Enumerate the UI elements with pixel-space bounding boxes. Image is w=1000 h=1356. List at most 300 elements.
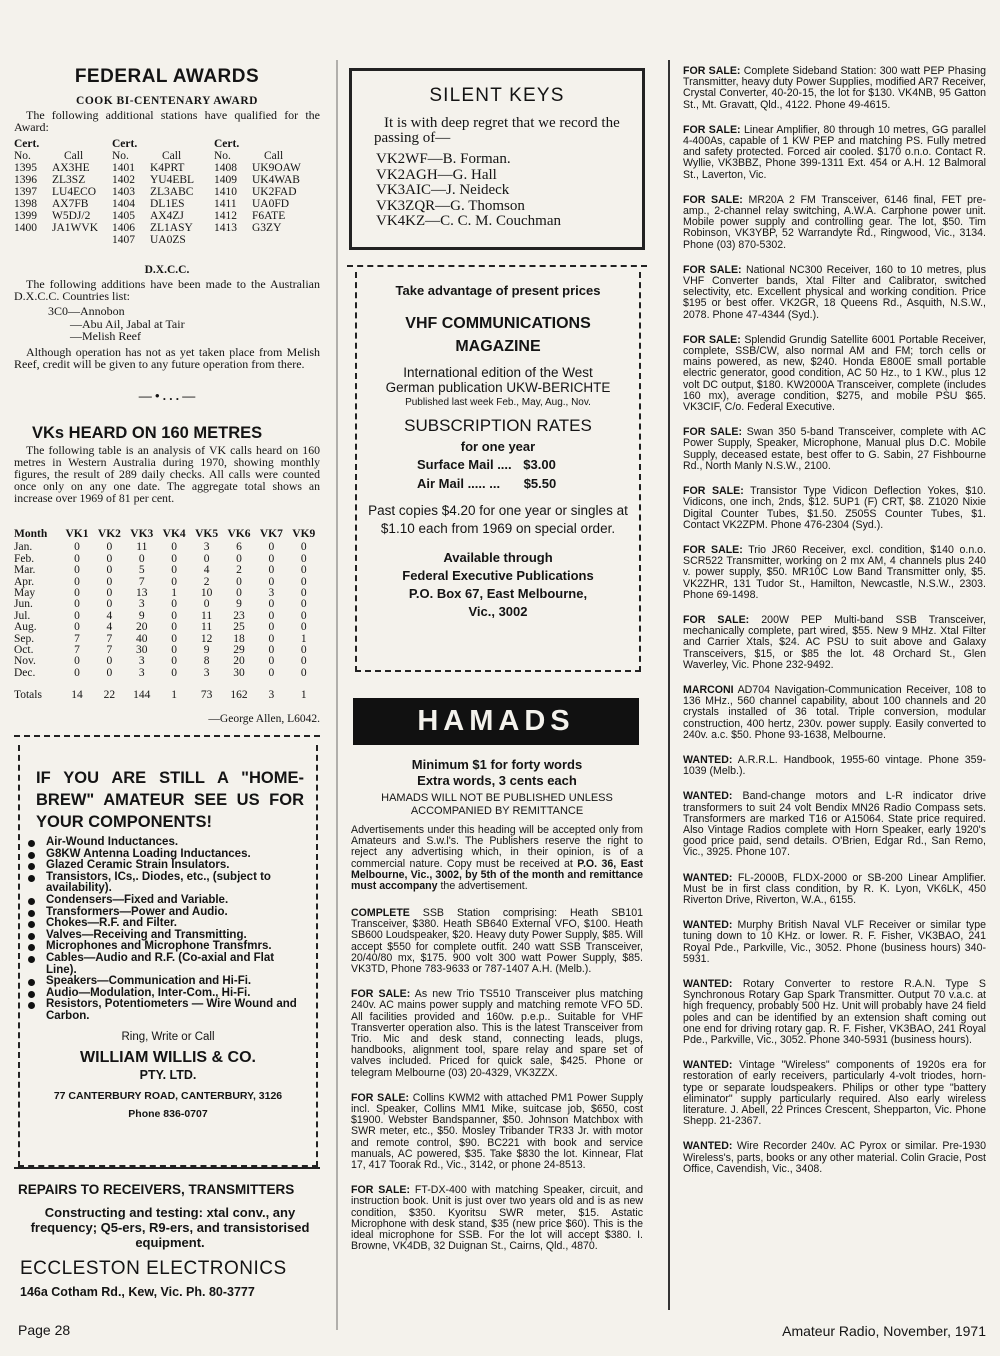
vk-count: 0: [74, 575, 80, 588]
vk-count: 29: [233, 644, 245, 657]
cert-number: [14, 234, 52, 246]
vk-count: 11: [201, 621, 213, 634]
table-row: [14, 656, 320, 667]
vk-total: 14: [71, 689, 83, 702]
ad-text: As new Trio TS510 Transceiver plus matching 240v. AC mains power supply and matching remote VFO 5D. All facilities provided and 160w. p.e.p.. Suitable for VHF Transverter operation also. This is the latest Transceiver from Trio. Mic and desk stand, connecting leads, plugs, handbooks, alignment tool, spare relay and spare set of valves included. Priced for quick sale, $425. Phone or telegram Melbourne (03) 20-4329, VK3ZZX.: [351, 988, 643, 1079]
hamads-body-a: Advertisements under this heading will be accepted only from Amateurs and S.w.l's. The Publishers reserve the right to reject any advertising which, in their opinion, is of a commercial nature. Copy must be received at: [351, 824, 643, 870]
vk-count: 0: [203, 598, 210, 611]
cert-number: 1401: [112, 162, 135, 174]
vhf-air-label: Air Mail ..... ...: [417, 476, 501, 491]
table-row: [14, 565, 320, 576]
vk-count: 7: [74, 632, 80, 645]
classified-ad: [683, 427, 986, 472]
dxcc-intro: The following additions have been made to the Australian D.X.C.C. Countries list:: [14, 277, 320, 303]
cert-number: 1412: [214, 210, 237, 222]
vhf-title-2: MAGAZINE: [455, 338, 541, 355]
vk-count: 0: [268, 552, 275, 565]
homebrew-company: WILLIAM WILLIS & CO.: [80, 1048, 256, 1066]
cert-number: 1407: [112, 234, 135, 246]
homebrew-item: Transformers—Power and Audio.: [24, 907, 306, 919]
dxcc-item: 3C0—Annobon: [48, 304, 125, 318]
vk-count: 25: [233, 621, 245, 634]
vk-month: Jun.: [14, 598, 33, 611]
dxcc-item: —Abu Ail, Jabal at Tair: [70, 316, 185, 331]
vk-count: 0: [300, 541, 307, 554]
vk-total: 73: [200, 689, 213, 702]
hamads-body-b: P.O. 36, East Melbourne, Vic., 3002, by 5th of the month and remittance must accompany: [351, 857, 643, 893]
classified-ad: [683, 920, 986, 965]
ad-lead: WANTED:: [683, 978, 733, 990]
call-header: Call: [264, 150, 284, 162]
hamads-min-1: Minimum $1 for forty words: [411, 757, 583, 772]
table-row: [14, 588, 320, 599]
cert-number: 1402: [112, 174, 135, 186]
repairs-title: REPAIRS TO RECEIVERS, TRANSMITTERS: [18, 1182, 295, 1197]
ad-text: Transistor Type Vidicon Deflection Yokes, $10. Vidicons, one inch, 2nds, $12. 5UP1 (F) CRT, $8. Z1020 Nixie Digital Counter Tubes, $1.50. Z505S Counter Tubes, $1. Contact VK2ZPM. Phone 476-2304 (Syd.).: [683, 485, 986, 531]
homebrew-top-border: [14, 735, 320, 737]
vk-count: 0: [74, 598, 80, 611]
vk-count: 7: [138, 575, 145, 588]
section-separator: — • . . . —: [138, 388, 196, 403]
cert-number: 1400: [14, 222, 37, 234]
vk-count: 0: [203, 552, 210, 565]
vhf-for-one-year: for one year: [460, 439, 536, 454]
ad-text: SSB Station comprising: Heath SB101 Transceiver, $380. Heath SB640 External VFO, $100. Heath SB600 Loudspeaker, $20. Heavy duty Power Supply, $85. Will accept $550 for complete outfit. 240 watt SSB Transceiver, 20/40/80 mx, $175. 900 volt 300 watt Power Supply, $85. VK3TD, Phone 783-9633 or 787-1407 A.H. (Melb.).: [351, 907, 643, 976]
hamads-banner: [353, 698, 639, 745]
vk-count: 0: [300, 666, 307, 679]
table-row: [14, 622, 320, 633]
table-row: [14, 611, 320, 622]
cert-number: 1408: [214, 162, 237, 174]
vk-count: 0: [171, 666, 178, 679]
ad-lead: FOR SALE:: [683, 123, 741, 136]
vk-count: 0: [106, 564, 113, 577]
homebrew-item: Transistors, ICs,. Diodes, etc., (subject to availability).: [24, 872, 306, 895]
ad-text: MR20A 2 FM Transceiver, 6146 final, FET pre-amp., 2-channel relay switching, A.W.A. Carphone power unit. Mobile power supply and controlling gear. The lot, $50. Tim Robinson, VK3YBP, 52 Warrandyte Rd., Ringwood, Vic., 3134. Phone (03) 870-5302.: [683, 193, 987, 251]
vk-month: Jan.: [14, 541, 33, 554]
vk-month: Dec.: [14, 666, 36, 679]
vk-count: 0: [268, 575, 275, 588]
column-rule-right: [668, 60, 670, 1310]
vk-count: 0: [268, 598, 275, 611]
vk-count: 1: [171, 587, 178, 600]
vk-count: 40: [136, 632, 148, 645]
classified-ad: [683, 335, 986, 413]
repairs-body: Constructing and testing: xtal conv., any frequency; Q5-ers, R9-ers, and transistorised equipment.: [30, 1205, 310, 1250]
classified-ad: [351, 1093, 643, 1171]
hamads-body-c: the advertisement.: [437, 880, 528, 893]
vk-month: Sep.: [14, 632, 35, 645]
ad-lead: FOR SALE:: [683, 193, 743, 206]
cert-call: UA0ZS: [150, 234, 186, 246]
vk-header: VK1: [65, 528, 89, 540]
ad-lead: FOR SALE:: [683, 426, 742, 439]
vk-count: 4: [106, 609, 113, 622]
vk-month: Apr.: [14, 575, 35, 588]
cert-number: 1396: [14, 174, 37, 186]
ad-text: FL-2000B, FLDX-2000 or SB-200 Linear Amplifier. Must be in first class condition, by R. K. Lyon, VK6LK, 450 Riverton Drive, Riverton, W.A., 6155.: [683, 871, 986, 906]
cert-call: UK4WAB: [252, 174, 300, 186]
hamads-body: [351, 825, 643, 892]
table-row: [14, 599, 320, 610]
cert-call: ZL3ABC: [150, 186, 194, 198]
vhf-fed: Federal Executive Publications: [402, 568, 594, 583]
vk-count: 11: [201, 609, 213, 622]
vk-count: 0: [106, 666, 113, 679]
no-header: No.: [14, 150, 31, 162]
vk-count: 7: [106, 644, 113, 657]
vk-count: 0: [74, 552, 80, 565]
ad-lead: FOR SALE:: [351, 1091, 409, 1104]
classified-ad: [351, 908, 643, 975]
vk-count: 0: [171, 655, 178, 668]
cert-call: UA0FD: [252, 198, 290, 210]
vk-count: 0: [236, 552, 242, 565]
cert-header: Cert.: [214, 138, 240, 150]
vk-count: 2: [236, 564, 242, 577]
ad-lead: FOR SALE:: [351, 988, 411, 1001]
classified-ad: [683, 486, 986, 531]
vks-heard-table: [14, 529, 320, 702]
cert-number: 1395: [14, 162, 37, 174]
vk-count: 0: [106, 541, 113, 554]
vk-header: Month: [14, 528, 48, 540]
vk-count: 0: [74, 564, 80, 577]
homebrew-item: Air-Wound Inductances.: [24, 837, 306, 849]
ad-lead: WANTED:: [683, 1140, 733, 1153]
vhf-surface-price: $3.00: [523, 457, 556, 472]
cert-call: K4PRT: [150, 162, 185, 174]
hamads-notice-1: HAMADS WILL NOT BE PUBLISHED UNLESS: [381, 792, 613, 804]
vk-count: 4: [106, 621, 113, 634]
homebrew-item: G8KW Antenna Loading Inductances.: [24, 849, 306, 861]
vhf-surface-label: Surface Mail ....: [417, 457, 512, 472]
vk-count: 0: [300, 587, 307, 600]
ad-text: AD704 Navigation-Communication Receiver, 108 to 136 MHz., 560 channel capability, about 100 channels and 20 crystals installed of 36 total. Triple conversion, modular construction, 400 hertz, 230v. power supply. Easily converted to 240v. a.c. $50. Phone 93-1638, Melbourne.: [683, 683, 986, 741]
vhf-top-border: [347, 265, 647, 267]
homebrew-item: Microphones and Microphone Transfmrs.: [24, 941, 306, 953]
classified-ad: [683, 125, 986, 181]
homebrew-items: [24, 837, 306, 1023]
cert-call: ZL3SZ: [52, 174, 86, 186]
classified-ad: [683, 755, 986, 777]
ad-lead: FOR SALE:: [683, 333, 741, 346]
vk-count: 30: [233, 666, 245, 679]
vk-count: 0: [171, 552, 178, 565]
cert-number: 1411: [214, 198, 237, 210]
ad-text: Complete Sideband Station: 300 watt PEP Phasing Transmitter, heavy duty Power Supplies, modified AR7 Receiver, Crystal Converter, 40-20-15, the lot for $130. VK4NB, 95 Gatton St., Mt. Gravatt, Qld., 4122. Phone 49-4615.: [683, 65, 986, 111]
totals-row: [14, 679, 320, 701]
silent-keys-intro: It is with deep regret that we record the passing of—: [374, 115, 620, 146]
vk-count: 11: [136, 541, 148, 554]
classified-ad: [683, 195, 986, 251]
homebrew-address: 77 CANTERBURY ROAD, CANTERBURY, 3126: [53, 1089, 283, 1102]
vk-count: 0: [74, 541, 80, 554]
classified-ad: [683, 545, 986, 601]
vk-count: 0: [171, 644, 178, 657]
vk-count: 20: [233, 655, 245, 668]
vk-count: 23: [233, 609, 245, 622]
vk-count: 0: [171, 609, 178, 622]
vks-signoff: —George Allen, L6042.: [208, 713, 320, 725]
vhf-po: P.O. Box 67, East Melbourne,: [408, 586, 588, 601]
vk-count: 0: [106, 552, 113, 565]
dxcc-list: [48, 305, 185, 343]
vk-header: VK9: [292, 528, 316, 540]
homebrew-item: Speakers—Communication and Hi-Fi.: [24, 976, 306, 988]
silent-key-name: VK4KZ—C. C. M. Couchman: [376, 213, 561, 230]
vhf-subscription-title: SUBSCRIPTION RATES: [404, 416, 592, 435]
cert-call: G3ZY: [252, 222, 282, 234]
table-row: [14, 645, 320, 656]
cert-number: 1413: [214, 222, 237, 234]
vk-header: VK7: [259, 528, 283, 540]
vk-count: 8: [203, 655, 210, 668]
vk-count: 3: [138, 666, 145, 679]
classified-ad: [683, 1060, 986, 1127]
vk-month: Nov.: [14, 655, 36, 668]
ad-lead: WANTED:: [683, 871, 733, 884]
homebrew-item: Glazed Ceramic Strain Insulators.: [24, 860, 306, 872]
homebrew-item: Cables—Audio and R.F. (Co-axial and Flat Line).: [24, 953, 306, 976]
table-row: [14, 668, 320, 679]
vk-count: 0: [236, 587, 242, 600]
cert-header: Cert.: [14, 138, 40, 150]
classified-ad: [683, 791, 986, 858]
vhf-surface-row: [417, 457, 639, 472]
vk-month: Feb.: [14, 552, 35, 565]
vk-count: 0: [300, 552, 307, 565]
homebrew-ring: Ring, Write or Call: [121, 1030, 215, 1043]
vk-count: 0: [268, 666, 275, 679]
cert-call: DL1ES: [150, 198, 185, 210]
vk-header: VK4: [162, 528, 186, 540]
vk-count: 0: [106, 587, 113, 600]
vk-count: 9: [236, 598, 242, 611]
vhf-published: Published last week Feb., May, Aug., Nov.: [405, 397, 591, 408]
vk-count: 10: [200, 587, 213, 600]
vk-count: 0: [268, 621, 275, 634]
homebrew-title: IF YOU ARE STILL A "HOME-BREW" AMATEUR SEE US FOR YOUR COMPONENTS!: [36, 769, 304, 831]
hamads-title: HAMADS: [417, 705, 575, 737]
table-row: [14, 554, 320, 565]
silent-key-name: VK2AGH—G. Hall: [376, 166, 497, 183]
vk-count: 1: [300, 632, 307, 645]
vhf-ad: [355, 272, 641, 672]
vk-count: 0: [171, 564, 178, 577]
ad-lead: WANTED:: [683, 790, 733, 803]
vk-count: 0: [300, 575, 307, 588]
homebrew-item: Chokes—R.F. and Filter.: [24, 918, 306, 930]
vk-count: 3: [138, 655, 145, 668]
table-row: [14, 162, 320, 174]
cert-call: UK2FAD: [252, 186, 297, 198]
cert-call: AX4ZJ: [150, 210, 184, 222]
ad-lead: MARCONI: [683, 683, 734, 696]
hamads-notice-2: ACCOMPANIED BY REMITTANCE: [410, 805, 584, 817]
cert-number: 1399: [14, 210, 37, 222]
call-header: Call: [64, 150, 84, 162]
classified-ad: [683, 615, 986, 671]
vk-count: 0: [268, 609, 275, 622]
federal-awards-title: FEDERAL AWARDS: [74, 66, 260, 87]
vk-count: 18: [233, 632, 245, 645]
cert-call: UK9OAW: [252, 162, 301, 174]
table-row: [14, 577, 320, 588]
vk-count: 0: [300, 644, 307, 657]
vk-count: 0: [300, 609, 307, 622]
vk-count: 0: [74, 587, 80, 600]
cert-number: [214, 234, 252, 246]
dxcc-title: D.X.C.C.: [144, 264, 190, 276]
vhf-title-1: VHF COMMUNICATIONS: [405, 315, 591, 332]
classified-ad: [351, 1185, 643, 1252]
vk-count: 3: [203, 541, 210, 554]
vk-count: 13: [136, 587, 148, 600]
vk-count: 5: [138, 564, 145, 577]
ad-lead: WANTED:: [683, 1059, 733, 1072]
vk-count: 12: [200, 632, 213, 645]
ad-lead: FOR SALE:: [683, 485, 744, 498]
column-rule-left: [336, 60, 338, 1330]
silent-keys-names: [376, 152, 642, 230]
vk-count: 0: [300, 564, 307, 577]
classified-ad: [683, 265, 986, 321]
vhf-air-price: $5.50: [523, 476, 557, 491]
classified-ad: [683, 1141, 986, 1175]
cert-call: AX3HE: [52, 162, 90, 174]
vk-count: 0: [171, 632, 178, 645]
silent-key-name: VK3ZQR—G. Thomson: [376, 197, 525, 214]
vk-count: 7: [74, 644, 80, 657]
vhf-available: Available through: [443, 550, 553, 565]
vk-count: 3: [138, 598, 145, 611]
ad-lead: WANTED:: [683, 753, 733, 766]
cook-award-table: [14, 138, 320, 246]
vk-total: 3: [268, 689, 275, 702]
silent-keys-title: SILENT KEYS: [429, 85, 565, 106]
cert-number: 1397: [14, 186, 37, 198]
silent-keys-box: [349, 68, 645, 250]
vhf-edition-1: International edition of the West: [403, 365, 593, 380]
cook-award-intro: The following additional stations have qualified for the Award:: [14, 108, 320, 134]
vk-month: Aug.: [14, 621, 37, 634]
table-row: [14, 198, 320, 210]
ad-lead: FOR SALE:: [683, 543, 743, 556]
dxcc-item: —Melish Reef: [70, 329, 141, 343]
ad-text: Vintage "Wireless" components of 1920s era for restoration of early receivers, particularly 4-volt triodes, horn-type or separate loudspeakers. Philips or other type "battery eliminator" supply particularly required. Also early wireless literature. J. Abell, 22 Princes Crescent, Shepparton, Vic. Phone Shepp. 21-2367.: [683, 1059, 986, 1128]
cook-award-title: COOK BI-CENTENARY AWARD: [76, 95, 258, 107]
cert-call: [52, 234, 112, 246]
no-header: No.: [112, 150, 129, 162]
ad-text: Band-change motors and L-R indicator drive transformers to suit 24 volt Bendix MN26 Radio Compass sets. Transformers are marked T16 or A15064. State price required. Also Vintage Radios complete with Horn Speaker, early 1920's good price paid, send details. O'Brien, Edgar Rd., San Remo, Vic., 3925. Phone 107.: [683, 790, 986, 859]
vk-count: 9: [203, 644, 210, 657]
ad-lead: FOR SALE:: [683, 65, 741, 77]
ad-text: Splendid Grundig Satellite 6001 Portable Receiver, complete, SSB/CW, also normal AM and FM; torch cells or mains powered, as new, $240. Honda E800E small portable electric generator, good condition, AC 50 Hz., to 1 KW., plus 12 volt DC output, $180. KW2000A Transceiver, complete (includes 160 mx), average condition, $275, and mobile PSU $65. VK3CIF, C/o. Federal Executive.: [683, 333, 987, 414]
vhf-past-copies: Past copies $4.20 for one year or singles at $1.10 each from 1969 on special order.: [368, 503, 628, 536]
cert-call: W5DJ/2: [52, 210, 91, 222]
vk-total: 144: [133, 689, 151, 702]
vk-total: 22: [103, 689, 116, 702]
vk-count: 0: [300, 655, 307, 668]
vk-count: 0: [268, 541, 275, 554]
vk-count: 4: [203, 564, 210, 577]
vks-heard-intro: The following table is an analysis of VK calls heard on 160 metres in Western Australia during 1970, showing monthly figures, the result of 289 daily checks. All calls were counted once only on any one date. The aggregate total shows an increase over 1969 of 81 per cent.: [14, 443, 320, 505]
vk-count: 0: [171, 598, 178, 611]
cert-number: 1409: [214, 174, 237, 186]
vk-count: 0: [74, 621, 80, 634]
classified-ad: [683, 685, 986, 741]
vhf-vic: Vic., 3002: [468, 604, 528, 619]
vk-count: 0: [106, 575, 113, 588]
vk-count: 0: [74, 655, 80, 668]
page-number: Page 28: [18, 1322, 71, 1338]
vk-count: 9: [138, 609, 145, 622]
vk-count: 0: [171, 541, 178, 554]
no-header: No.: [214, 150, 231, 162]
magazine-footer: Amateur Radio, November, 1971: [782, 1323, 986, 1339]
ad-lead: FOR SALE:: [351, 1184, 411, 1197]
vk-month: Jul.: [14, 609, 31, 622]
silent-key-name: VK2WF—B. Forman.: [376, 151, 511, 167]
vk-count: 0: [268, 655, 275, 668]
cert-call: [252, 234, 320, 246]
vk-count: 0: [268, 564, 275, 577]
homebrew-pty: PTY. LTD.: [139, 1067, 197, 1082]
vk-month: May: [14, 587, 36, 600]
ad-text: Rotary Converter to restore R.A.N. Type S Synchronous Rotary Gap Spark Transmitter. Output 70 v.a.c. at high frequency, probably 500 Hz. Unit will probably have 24 field poles and can be identified by an extension shaft coming out one end for driving rotary gap. R. F. Fisher, VK3BAO, 241 Royal Pde., Parkville, Vic., 3052. Phone 340-5931 (business hours).: [683, 978, 986, 1047]
vk-count: 0: [171, 575, 178, 588]
vk-header: VK6: [227, 528, 251, 540]
cert-call: YU4EBL: [150, 174, 195, 186]
ad-text: Linear Amplifier, 80 through 10 metres, GG parallel 4-400As, capable of 1 KW PEP and matching PS. Fully metred and safety protected. Forced air cooled. $170 o.n.o. Contact R. Wyllie, VK3BBZ, Phone 399-1311 Ext. 454 or A.H. 12 Balmoral St., Laverton, Vic.: [683, 123, 986, 181]
vk-month: Oct.: [14, 644, 34, 657]
vks-heard-title: VKs HEARD ON 160 METRES: [32, 424, 263, 442]
table-row: [14, 234, 320, 246]
ad-lead: COMPLETE: [351, 907, 410, 919]
call-header: Call: [162, 150, 182, 162]
ad-text: Murphy British Naval VLF Receiver or similar type tuning down to 10 KHz. or lower. R. F. Fisher, VK3BAO, 241 Royal Pde., Parkville, Vic., 3052. Phone (business hours) 340-5931.: [683, 919, 986, 965]
homebrew-phone: Phone 836-0707: [128, 1107, 208, 1120]
cert-header: Cert.: [112, 138, 138, 150]
ad-text: National NC300 Receiver, 160 to 10 metres, plus VHF Converter bands, Xtal Filter and Calibrator, switched selectivity, etc. Excellent physical and working condition. Price $195 or best offer. VK2GR, 18 Queens Rd., Asquith, N.S.W., 2078. Phone 47-4344 (Syd.).: [683, 263, 986, 321]
vk-count: 2: [203, 575, 210, 588]
cert-call: JA1WVK: [52, 222, 98, 234]
cert-number: 1410: [214, 186, 237, 198]
ad-text: Trio JR60 Receiver, excl. condition, $140 o.n.o. SCR522 Transmitter, working on 2 mx AM, 4 channels plus 240 v. power supply, $50. MR10C Low Band Transmitter only, $5. VK2ZHR, 131 Tudor St., Hamilton, Newcastle, N.S.W., 2303. Phone 69-1498.: [683, 543, 986, 601]
vk-total: 1: [300, 689, 307, 702]
table-row: [14, 222, 320, 234]
ad-text: Wire Recorder 240v. AC Pyrox or similar. Pre-1930 Wireless's, parts, books or any other material. Colin Gracie, Post Office, Cavendish, Vic., 3408.: [683, 1140, 986, 1175]
vhf-air-row: [417, 476, 639, 491]
ad-lead: WANTED:: [683, 919, 733, 932]
vk-count: 7: [106, 632, 113, 645]
vk-count: 0: [138, 552, 145, 565]
vk-count: 0: [74, 609, 80, 622]
table-row: [14, 186, 320, 198]
cert-number: 1403: [112, 186, 135, 198]
silent-key-name: VK3AIC—J. Neideck: [376, 182, 510, 199]
vk-count: 0: [268, 644, 275, 657]
table-row: [14, 210, 320, 222]
repairs-address: 146a Cotham Rd., Kew, Vic. Ph. 80-3777: [20, 1285, 255, 1299]
vk-header: VK2: [97, 528, 121, 540]
homebrew-item: Valves—Receiving and Transmitting.: [24, 930, 306, 942]
vk-header: VK3: [130, 528, 154, 540]
vk-count: 30: [136, 644, 148, 657]
table-row: [14, 542, 320, 553]
vk-count: 0: [171, 621, 178, 634]
